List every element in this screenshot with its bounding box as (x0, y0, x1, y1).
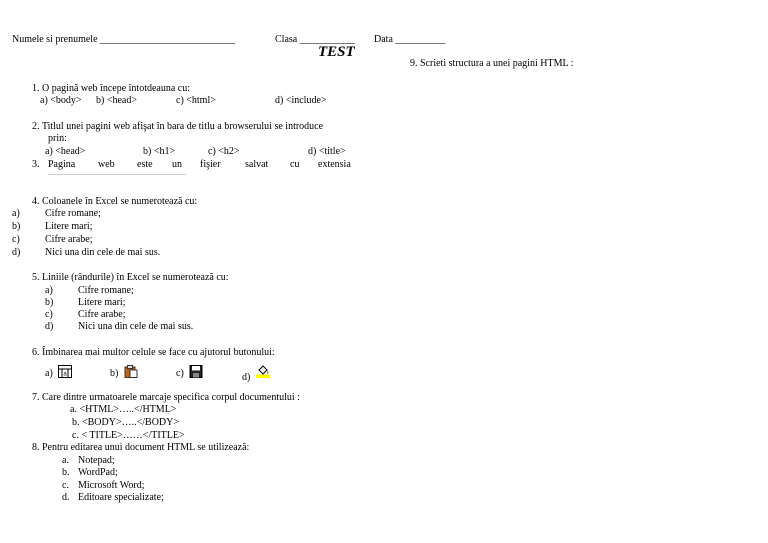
q8-option-label: a. (62, 455, 69, 466)
question-2-cont: prin: (48, 133, 67, 144)
q1-option-a: a) <body> (40, 95, 82, 106)
q3-word: cu (290, 159, 300, 170)
question-6: 6. Îmbinarea mai multor celule se face cu ajutorul butonului: (32, 347, 275, 358)
q6-option-c (176, 365, 203, 380)
q8-option-text: Editoare specializate; (78, 492, 164, 503)
class-field-label: Clasa ___________ (275, 34, 355, 45)
q8-option-label: d. (62, 492, 70, 503)
q6-option-c-label: c) (176, 368, 184, 379)
q6-option-a (45, 365, 72, 380)
q8-option-text: Microsoft Word; (78, 480, 145, 491)
question-9: 9. Scrieti structura a unei pagini HTML : (410, 58, 574, 69)
question-7: 7. Care dintre urmatoarele marcaje specifica corpul documentului : (32, 392, 300, 403)
q3-word: fişier (200, 159, 221, 170)
question-2: 2. Titlul unei pagini web afişat în bara de titlu a browserului se introduce (32, 121, 324, 132)
q1-option-d: d) <include> (275, 95, 327, 106)
q4-option-text: Cifre romane; (45, 208, 101, 219)
q8-option-label: b. (62, 467, 70, 478)
question-5: 5. Liniile (rândurile) în Excel se numerotează cu: (32, 272, 229, 283)
q2-option-c: c) <h2> (208, 146, 240, 157)
q2-option-d: d) <title> (308, 146, 346, 157)
q3-word: salvat (245, 159, 269, 170)
q3-answer-line: …………………………………………………………… (48, 171, 186, 177)
q3-word: extensia (318, 159, 351, 170)
q4-option-text: Litere mari; (45, 221, 93, 232)
q5-option-label: c) (45, 309, 53, 320)
q1-option-b: b) <head> (96, 95, 137, 106)
q3-word: un (172, 159, 182, 170)
question-3-number: 3. (32, 159, 40, 170)
q5-option-label: d) (45, 321, 54, 332)
q2-option-b: b) <h1> (143, 146, 176, 157)
q3-word: Pagina (48, 159, 76, 170)
q6-option-d (242, 365, 270, 384)
q5-option-text: Cifre romane; (78, 285, 134, 296)
q8-option-text: Notepad; (78, 455, 115, 466)
q7-option-a: a. <HTML>…..</HTML> (70, 404, 177, 415)
date-field-label: Data __________ (374, 34, 446, 45)
question-1: 1. O pagină web începe întotdeauna cu: (32, 83, 190, 94)
question-8: 8. Pentru editarea unui document HTML se utilizează: (32, 442, 250, 453)
merge-cells-icon (58, 365, 72, 378)
question-4: 4. Coloanele în Excel se numerotează cu: (32, 196, 198, 207)
q4-option-label: c) (12, 234, 20, 245)
save-icon (189, 365, 203, 378)
q6-option-a-label: a) (45, 368, 53, 379)
q6-option-d-label: d) (242, 372, 251, 383)
q5-option-label: a) (45, 285, 53, 296)
q7-option-b: b. <BODY>…..</BODY> (72, 417, 180, 428)
q3-word: este (137, 159, 153, 170)
name-field-label: Numele si prenumele ___________________________ (12, 34, 236, 45)
q1-option-c: c) <html> (176, 95, 216, 106)
q6-option-b-label: b) (110, 368, 119, 379)
q8-option-text: WordPad; (78, 467, 118, 478)
q6-option-b (110, 365, 138, 380)
q4-option-label: b) (12, 221, 21, 232)
q5-option-text: Cifre arabe; (78, 309, 126, 320)
q8-option-label: c. (62, 480, 69, 491)
paste-icon (124, 365, 138, 378)
q7-option-c: c. < TITLE>……</TITLE> (72, 430, 185, 441)
q4-option-text: Cifre arabe; (45, 234, 93, 245)
q5-option-text: Nici una din cele de mai sus. (78, 321, 194, 332)
q2-option-a: a) <head> (45, 146, 86, 157)
page-title: TEST (318, 44, 355, 60)
svg-text:a: a (63, 371, 67, 378)
q4-option-label: d) (12, 247, 21, 258)
q5-option-text: Litere mari; (78, 297, 126, 308)
q4-option-text: Nici una din cele de mai sus. (45, 247, 161, 258)
q3-word: web (98, 159, 115, 170)
q5-option-label: b) (45, 297, 54, 308)
fill-color-icon (256, 365, 270, 378)
q4-option-label: a) (12, 208, 20, 219)
